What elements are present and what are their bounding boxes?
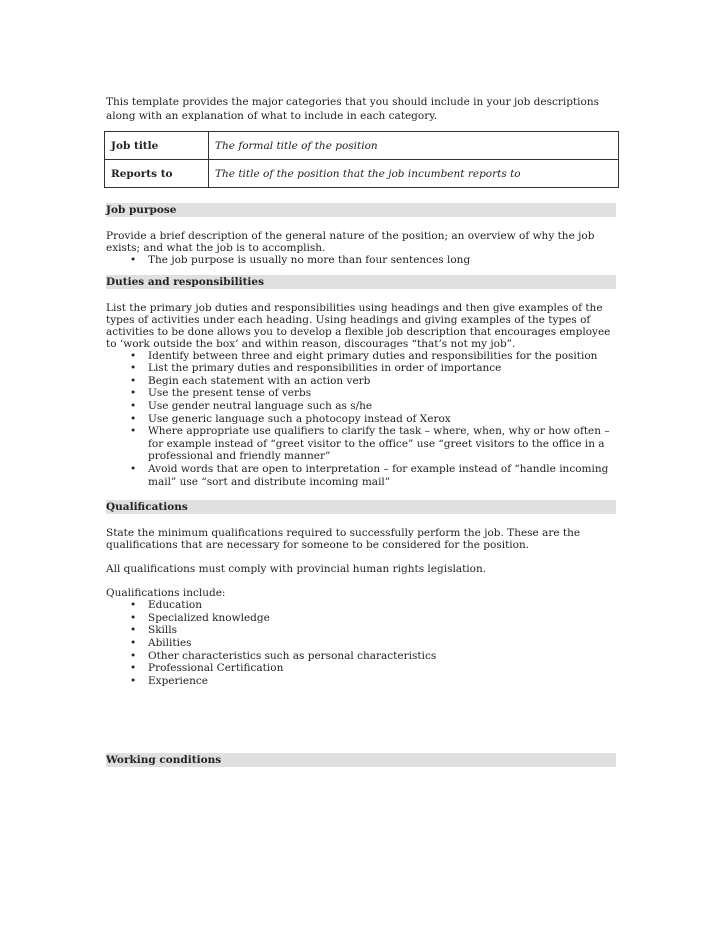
list-item: • Experience [106, 675, 620, 688]
list-item: • Abilities [106, 637, 620, 650]
list-item: • Identify between three and eight primary duties and responsibilities for the position [106, 350, 620, 363]
list-item: • List the primary duties and responsibilities in order of importance [106, 362, 620, 375]
reports-to-value: The title of the position that the job incumbent reports to [209, 160, 619, 188]
reports-to-label: Reports to [105, 160, 209, 188]
duties-bullets [106, 350, 620, 489]
list-item: • Specialized knowledge [106, 612, 620, 625]
qualifications-include-label: Qualifications include: [106, 587, 226, 600]
list-item: • Where appropriate use qualifiers to clarify the task – where, when, why or how often – for example instead of “greet visitor to the office” use “greet visitors to the office in a professional and friendly manner” [106, 425, 620, 463]
list-item: • Professional Certification [106, 662, 620, 675]
job-title-value: The formal title of the position [209, 132, 619, 160]
duties-text: List the primary job duties and responsibilities using headings and then give examples of the types of activities under each heading. Using headings and giving examples of the types of activities to be done allows you to develop a flexible job description that encourages employee to ‘work outside the box’ and within reason, discourages “that’s not my job”. [106, 301, 611, 350]
list-item: • The job purpose is usually no more than four sentences long [106, 254, 620, 267]
table-row [105, 132, 619, 160]
table-row [105, 160, 619, 188]
list-item: • Use the present tense of verbs [106, 387, 620, 400]
duties-heading: Duties and responsibilities [106, 275, 616, 289]
list-item: • Avoid words that are open to interpretation – for example instead of “handle incoming mail” use “sort and distribute incoming mail” [106, 463, 620, 488]
qualifications-heading: Qualifications [106, 500, 616, 514]
job-purpose-heading: Job purpose [106, 203, 616, 217]
qualifications-text: State the minimum qualifications required to successfully perform the job. These are the qualifications that are necessary for someone to be considered for the position. [106, 527, 581, 552]
list-item: • Use generic language such a photocopy instead of Xerox [106, 413, 620, 426]
list-item: • Education [106, 599, 620, 612]
qualifications-legislation-text: All qualifications must comply with provincial human rights legislation. [106, 563, 487, 576]
qualifications-bullets [106, 599, 620, 687]
job-title-label: Job title [105, 132, 209, 160]
intro-paragraph: This template provides the major categories that you should include in your job descriptions along with an explanation of what to include in each category. [106, 96, 600, 122]
job-purpose-bullets [106, 254, 620, 267]
list-item: • Use gender neutral language such as s/he [106, 400, 620, 413]
job-purpose-text: Provide a brief description of the general nature of the position; an overview of why the job exists; and what the job is to accomplish. [106, 230, 595, 254]
document-page [106, 96, 620, 767]
list-item: • Begin each statement with an action verb [106, 375, 620, 388]
list-item: • Other characteristics such as personal characteristics [106, 650, 620, 663]
list-item: • Skills [106, 624, 620, 637]
working-conditions-heading: Working conditions [106, 753, 616, 767]
job-info-table [104, 131, 619, 188]
